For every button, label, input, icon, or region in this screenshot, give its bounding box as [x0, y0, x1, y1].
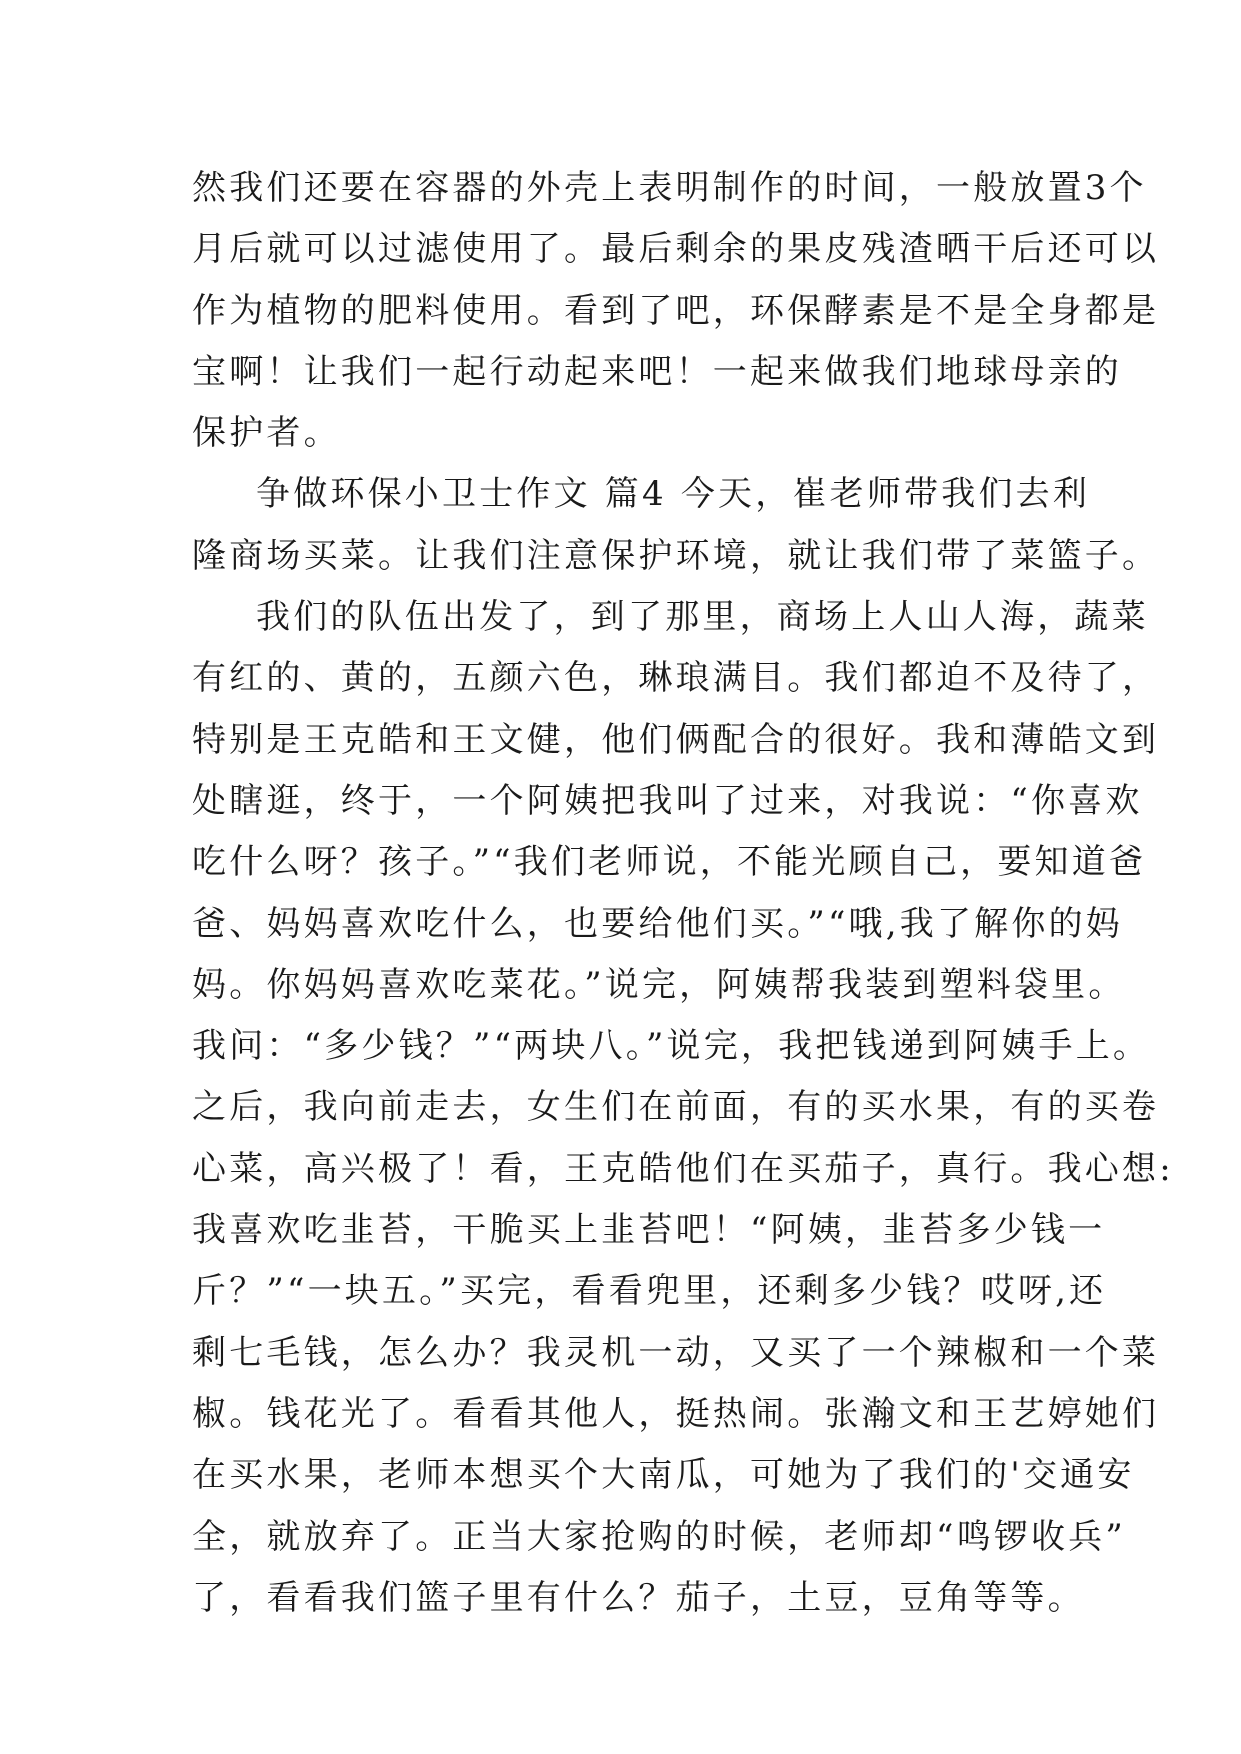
- text-line: 处瞎逛，终于，一个阿姨把我叫了过来，对我说：“你喜欢: [192, 780, 1143, 821]
- text-line: 之后，我向前走去，女生们在前面，有的买水果，有的买卷: [192, 1087, 1160, 1128]
- body-text: [192, 158, 1174, 1629]
- text-line: 剩七毛钱，怎么办？我灵机一动，又买了一个辣椒和一个菜: [192, 1332, 1160, 1373]
- text-line: 特别是王克皓和王文健，他们俩配合的很好。我和薄皓文到: [192, 719, 1160, 760]
- text-line: 了，看看我们篮子里有什么？茄子，土豆，豆角等等。: [192, 1577, 1085, 1618]
- text-line: 我喜欢吃韭苔，干脆买上韭苔吧！“阿姨，韭苔多少钱一: [192, 1210, 1106, 1251]
- text-line: 作为植物的肥料使用。看到了吧，环保酵素是不是全身都是: [192, 290, 1160, 331]
- text-line: 在买水果，老师本想买个大南瓜，可她为了我们的'交通安: [192, 1455, 1135, 1496]
- section-heading-line: 争做环保小卫士作文 篇4 今天，崔老师带我们去利: [256, 474, 1091, 515]
- text-line: 保护者。: [192, 413, 341, 454]
- text-line: 隆商场买菜。让我们注意保护环境，就让我们带了菜篮子。: [192, 535, 1160, 576]
- text-line: 椒。钱花光了。看看其他人，挺热闹。张瀚文和王艺婷她们: [192, 1393, 1160, 1434]
- text-line: 心菜，高兴极了！看，王克皓他们在买茄子，真行。我心想:: [192, 1148, 1174, 1189]
- text-line: 我问：“多少钱？”“两块八。”说完，我把钱递到阿姨手上。: [192, 1026, 1151, 1067]
- paragraph-start-line: 我们的队伍出发了，到了那里，商场上人山人海，蔬菜: [256, 597, 1149, 638]
- text-line: 有红的、黄的，五颜六色，琳琅满目。我们都迫不及待了，: [192, 658, 1160, 699]
- text-line: 宝啊！让我们一起行动起来吧！一起来做我们地球母亲的: [192, 351, 1122, 392]
- text-line: 妈。你妈妈喜欢吃菜花。”说完，阿姨帮我装到塑料袋里。: [192, 964, 1126, 1005]
- text-line: 然我们还要在容器的外壳上表明制作的时间，一般放置3个: [192, 168, 1147, 208]
- text-line: 月后就可以过滤使用了。最后剩余的果皮残渣晒干后还可以: [192, 229, 1160, 270]
- text-line: 全，就放弃了。正当大家抢购的时候，老师却“鸣锣收兵”: [192, 1516, 1126, 1557]
- text-line: 爸、妈妈喜欢吃什么，也要给他们买。”“哦,我了解你的妈: [192, 903, 1123, 944]
- text-line: 吃什么呀？孩子。”“我们老师说，不能光顾自己，要知道爸: [192, 842, 1147, 883]
- text-line: 斤？”“一块五。”买完，看看兜里，还剩多少钱？哎呀,还: [192, 1271, 1107, 1312]
